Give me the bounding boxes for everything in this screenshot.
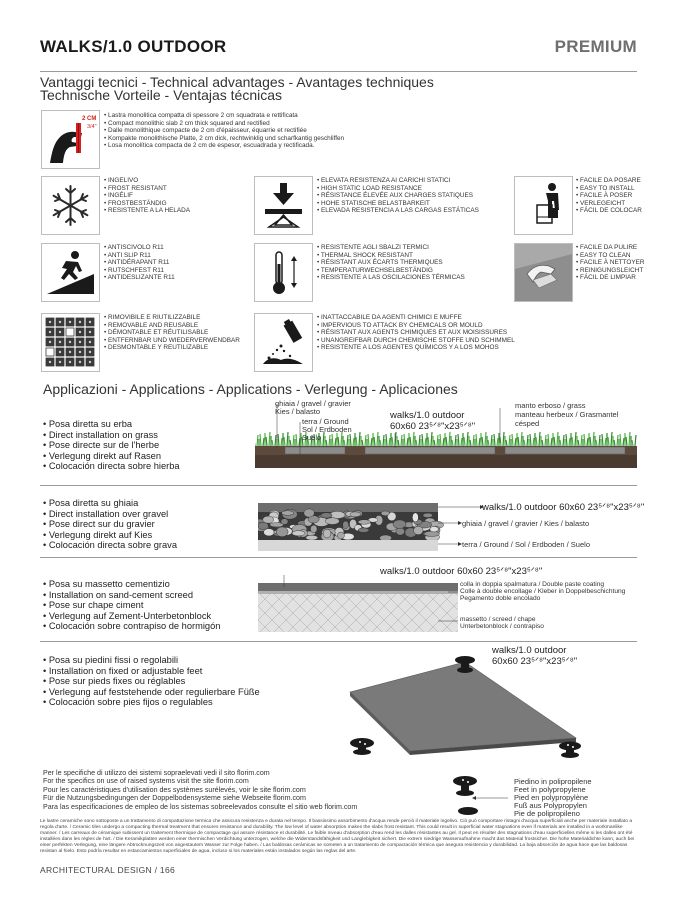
anti-slip-icon xyxy=(41,243,100,302)
grass-ground-label-3: Suelo xyxy=(302,433,322,442)
easy-install-person-icon xyxy=(514,176,573,235)
thermometer-icon xyxy=(254,243,313,302)
gravel-ground-label: terra / Ground / Sol / Erdboden / Suelo xyxy=(462,540,590,549)
raised-systems-note: Per le specifiche di utilizzo dei sistemi sopraelevati vedi il sito florim.com For the specifics on use of raised systems visit the site florim.com Pour les caractéristiques d'utilisation des systèmes surélevés, voir le site florim.com Für die Nutzungsbedingungen der Doppelbodensysteme siehe Webseite florim.com Para las especificaciones de empleo de los sistemas sobreelevados consulte el sitio web florim.com xyxy=(43,769,358,811)
anti-slip-text: • ANTISCIVOLO R11 • ANTI SLIP R11 • ANTIDÉRAPANT R11 • RUTSCHFEST R11 • ANTIDESLIZANTE R11 xyxy=(104,244,175,282)
header-divider xyxy=(40,71,637,72)
technical-title-line1: Vantaggi tecnici - Technical advantages - Avantages techniques xyxy=(40,74,434,90)
grass-product-label: walks/1.0 outdoor xyxy=(390,410,465,421)
feet-product-label: walks/1.0 outdoor xyxy=(492,645,567,656)
grass-ground-label-1: terra / Ground xyxy=(302,417,349,426)
slab-description: • Lastra monolitica compatta di spessore 2 cm squadrata e rettificata • Compact monolithic slab 2 cm thick squared and rectified • Dalle monolithique compacte de 2 cm d'épaisseur, équarrie et rectifiée • Kompakte monolithische Platte, 2 cm dick, rechtwinklig und scharfkantig geschliffen • Losa monolítica compacta de 2 cm de espesor, escuadrada y rectificada. xyxy=(104,112,344,150)
grass-installation-text: • Posa diretta su erba • Direct installation on grass • Pose directe sur de l'herbe • Verlegung direkt auf Rasen • Colocación directa sobre hierba xyxy=(43,419,180,472)
snowflake-icon xyxy=(41,176,100,235)
applications-title: Applicazioni - Applications - Applications - Verlegung - Aplicaciones xyxy=(43,381,458,397)
thickness-in-label: 3/4" xyxy=(87,124,97,130)
thickness-cm-label: 2 CM xyxy=(82,116,97,122)
screed-installation-diagram xyxy=(258,573,458,635)
screed-glue-label-3: Pegamento doble encolado xyxy=(460,595,541,602)
feet-installation-text: • Posa su piedini fissi o regolabili • Installation on fixed or adjustable feet • Pose sur pieds fixes ou réglables • Verlegung auf feststehende oder regulierbare Füße • Colocación sobre pies fijos o regulables xyxy=(43,655,260,708)
grass-ground-label-2: Sol / Erdboden xyxy=(302,425,352,434)
page-title: WALKS/1.0 OUTDOOR xyxy=(40,37,227,56)
feet-label-4: Fuß aus Polypropylen xyxy=(514,801,587,810)
divider xyxy=(40,485,637,486)
screed-glue-label-1: colla in doppia spalmatura / Double paste coating xyxy=(460,581,605,588)
feet-label-2: Feet in polypropylene xyxy=(514,785,586,794)
grass-label-3: césped xyxy=(515,419,540,428)
chemical-resistant-text: • INATTACCABILE DA AGENTI CHIMICI E MUFFE • IMPERVIOUS TO ATTACK BY CHEMICALS OR MOULD • RÉSISTANT AUX AGENTS CHIMIQUES ET AUX MOISISSURES • UNANGREIFBAR DURCH CHEMISCHE STOFFE UND SCHIMMEL • RESISTENTE A LOS AGENTES QUÍMICOS Y A LOS MOHOS xyxy=(317,314,515,352)
easy-clean-icon xyxy=(514,243,573,302)
chemical-resistant-icon xyxy=(254,313,313,372)
thermal-shock-text: • RESISTENTE AGLI SBALZI TERMICI • THERMAL SHOCK RESISTANT • RÉSISTANT AUX ÉCARTS THERMIQUES • TEMPERATURWECHSELBESTÄNDIG • RESISTENTE A LAS OSCILACIONES TÉRMICAS xyxy=(317,244,465,282)
load-resistance-text: • ELEVATA RESISTENZA AI CARICHI STATICI • HIGH STATIC LOAD RESISTANCE • RÉSISTANCE ÉLEVÉE AUX CHARGES STATIQUES • HOHE STATISCHE BELASTBARKEIT • ELEVADA RESISTENCIA A LAS CARGAS ESTÁTICAS xyxy=(317,177,479,215)
screed-label-1: massetto / screed / chape xyxy=(460,616,536,623)
easy-install-text: • FACILE DA POSARE • EASY TO INSTALL • FACILE À POSER • VERLEGEICHT • FÁCIL DE COLOCAR xyxy=(576,177,642,215)
grass-label-2: manteau herbeux / Grasmantel xyxy=(515,410,619,419)
fine-print: Le lastre ceramiche sono sottoposte a un trattamento di compattazione termica che assicura resistenza e durata nel tempo. Il bassissimo assorbimento d'acqua rende perciò il materiale ingelivo. Ciò può comportare ristagni d'acqua superficiali anche per materiale installato a regola d'arte. / Ceramic tiles undergo a compacting thermal treatment that ensures resistance and durability. The low level of water absorption makes the slabs frost resistant. This could result in superficial water stagnations even if materials are installed in a workmanlike manner. / Les carreaux de céramique subissent un traitement thermique de compactage qui assure résistance et durabilité. Le faible niveau d'absorption d'eau rend les dalles résistantes au gel. Il peut en résulter des stagnations d'eau superficielles même si les dalles ont été installées dans les règles de l'art. / Die Keramikplatten werden einer thermischen Verdichtung unterzogen, welche die Widerstandsfähigkeit und Langlebigkeit sichert. Die extrem niedrige Wasseraufnahme macht das Material frostsicher. Die hohe Materialdichte kann, auch bei einer perfekten Verlegung, eine längere Abtrocknungszeit von angestautem Wasser zur Folge haben. / Las baldosas cerámicas se someten a un tratamiento de compactación térmica que asegura resistencia y durabilidad. La baja absorción de agua hace que las baldosas resistan al hielo. Esto podría resultar en estancamientos superficiales de agua, incluso si los materiales están instalados según las reglas del arte. xyxy=(40,819,635,855)
feet-product-size: 60x60 23⁵ᐟ⁸"x23⁵ᐟ⁸" xyxy=(492,656,578,667)
divider xyxy=(40,641,637,642)
reusable-tiles-icon xyxy=(41,313,100,372)
gravel-product-label: walks/1.0 outdoor 60x60 23⁵ᐟ⁸"x23⁵ᐟ⁸" xyxy=(482,502,645,513)
feet-label-1: Piedino in polipropilene xyxy=(514,777,592,786)
premium-badge: PREMIUM xyxy=(554,37,637,56)
feet-label-3: Pied en polypropylène xyxy=(514,793,589,802)
divider xyxy=(40,557,637,558)
screed-installation-text: • Posa su massetto cementizio • Installation on sand-cement screed • Pose sur chape ciment • Verlegung auf Zement-Unterbetonblock • Colocación sobre contrapiso de hormigón xyxy=(43,579,220,632)
feet-label-5: Pie de polipropileno xyxy=(514,809,580,818)
screed-product-label: walks/1.0 outdoor 60x60 23⁵ᐟ⁸"x23⁵ᐟ⁸" xyxy=(380,566,543,577)
hand-holding-slab-icon xyxy=(41,110,100,169)
screed-label-2: Unterbetonblock / contrapiso xyxy=(460,623,544,630)
grass-gravel-label-1: ghiaia / gravel / gravier xyxy=(275,399,351,408)
grass-product-size: 60x60 23⁵ᐟ⁸"x23⁵ᐟ⁸" xyxy=(390,421,476,432)
load-resistance-icon xyxy=(254,176,313,235)
easy-clean-text: • FACILE DA PULIRE • EASY TO CLEAN • FACILE À NETTOYER • REINIGUNGSLEICHT • FÁCIL DE LIMPIAR xyxy=(576,244,645,282)
frost-resistant-text: • INGELIVO • FROST RESISTANT • INGÉLIF • FROSTBESTÄNDIG • RESISTENTE A LA HELADA xyxy=(104,177,190,215)
grass-gravel-label-2: Kies / balasto xyxy=(275,407,321,416)
gravel-installation-text: • Posa diretta su ghiaia • Direct installation over gravel • Pose direct sur du gravier • Verlegung direkt auf Kies • Colocación directa sobre grava xyxy=(43,498,177,551)
technical-title-line2: Technische Vorteile - Ventajas técnicas xyxy=(40,87,283,103)
gravel-gravel-label: ghiaia / gravel / gravier / Kies / balasto xyxy=(462,519,590,528)
page-footer: ARCHITECTURAL DESIGN / 166 xyxy=(40,865,176,875)
screed-glue-label-2: Colle à double encollage / Kleber in Doppelbeschichtung xyxy=(460,588,626,595)
grass-label-1: manto erboso / grass xyxy=(515,401,586,410)
removable-text: • RIMOVIBILE E RIUTILIZZABILE • REMOVABLE AND REUSABLE • DÉMONTABLE ET RÉUTILISABLE • ENTFERNBAR UND WIEDERVERWENDBAR • DESMONTABLE Y REUTILIZABLE xyxy=(104,314,240,352)
